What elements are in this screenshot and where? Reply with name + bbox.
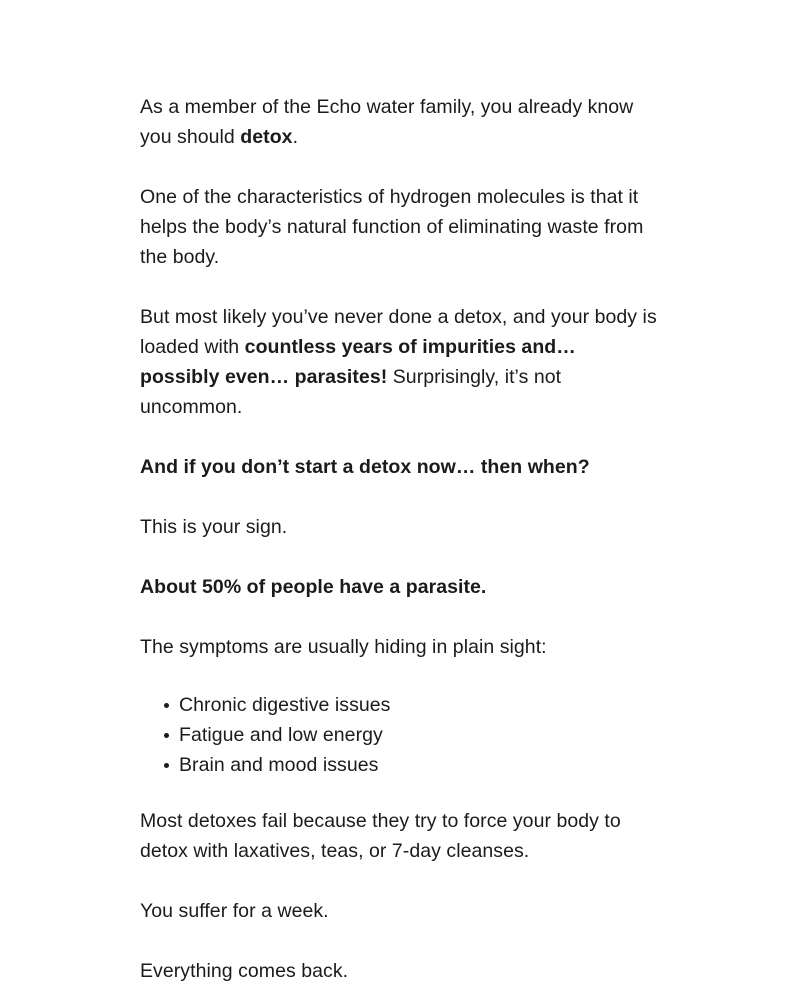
intro-bold-detox: detox: [240, 126, 293, 148]
stat-heading-paragraph: About 50% of people have a parasite.: [140, 576, 487, 598]
list-item: Fatigue and low energy: [140, 720, 660, 750]
when-heading-paragraph: And if you don’t start a detox now… then when?: [140, 456, 590, 478]
list-item: Brain and mood issues: [140, 750, 660, 780]
intro-text-before-bold: As a member of the Echo water family, you already know you should: [140, 96, 634, 148]
list-item: Chronic digestive issues: [140, 690, 660, 720]
impurities-paragraph: [140, 302, 660, 422]
hydrogen-paragraph: One of the characteristics of hydrogen molecules is that it helps the body’s natural function of eliminating waste from the body.: [140, 186, 644, 268]
comes-back-paragraph: Everything comes back.: [140, 960, 349, 982]
impurities-text-after-bold: Surprisingly, it’s not uncommon.: [140, 366, 562, 418]
symptom-list: [140, 690, 660, 780]
intro-paragraph: [140, 92, 660, 152]
impurities-text-before-bold: But most likely you’ve never done a detox, and your body is loaded with: [140, 306, 657, 358]
symptoms-lead-paragraph: The symptoms are usually hiding in plain sight:: [140, 636, 547, 658]
suffer-paragraph: You suffer for a week.: [140, 900, 329, 922]
why-detoxes-fail-paragraph: Most detoxes fail because they try to force your body to detox with laxatives, teas, or 7-day cleanses.: [140, 810, 621, 862]
intro-text-after-bold: .: [292, 126, 299, 148]
impurities-bold-phrase: countless years of impurities and… possibly even… parasites!: [140, 336, 576, 388]
sign-paragraph: This is your sign.: [140, 516, 288, 538]
